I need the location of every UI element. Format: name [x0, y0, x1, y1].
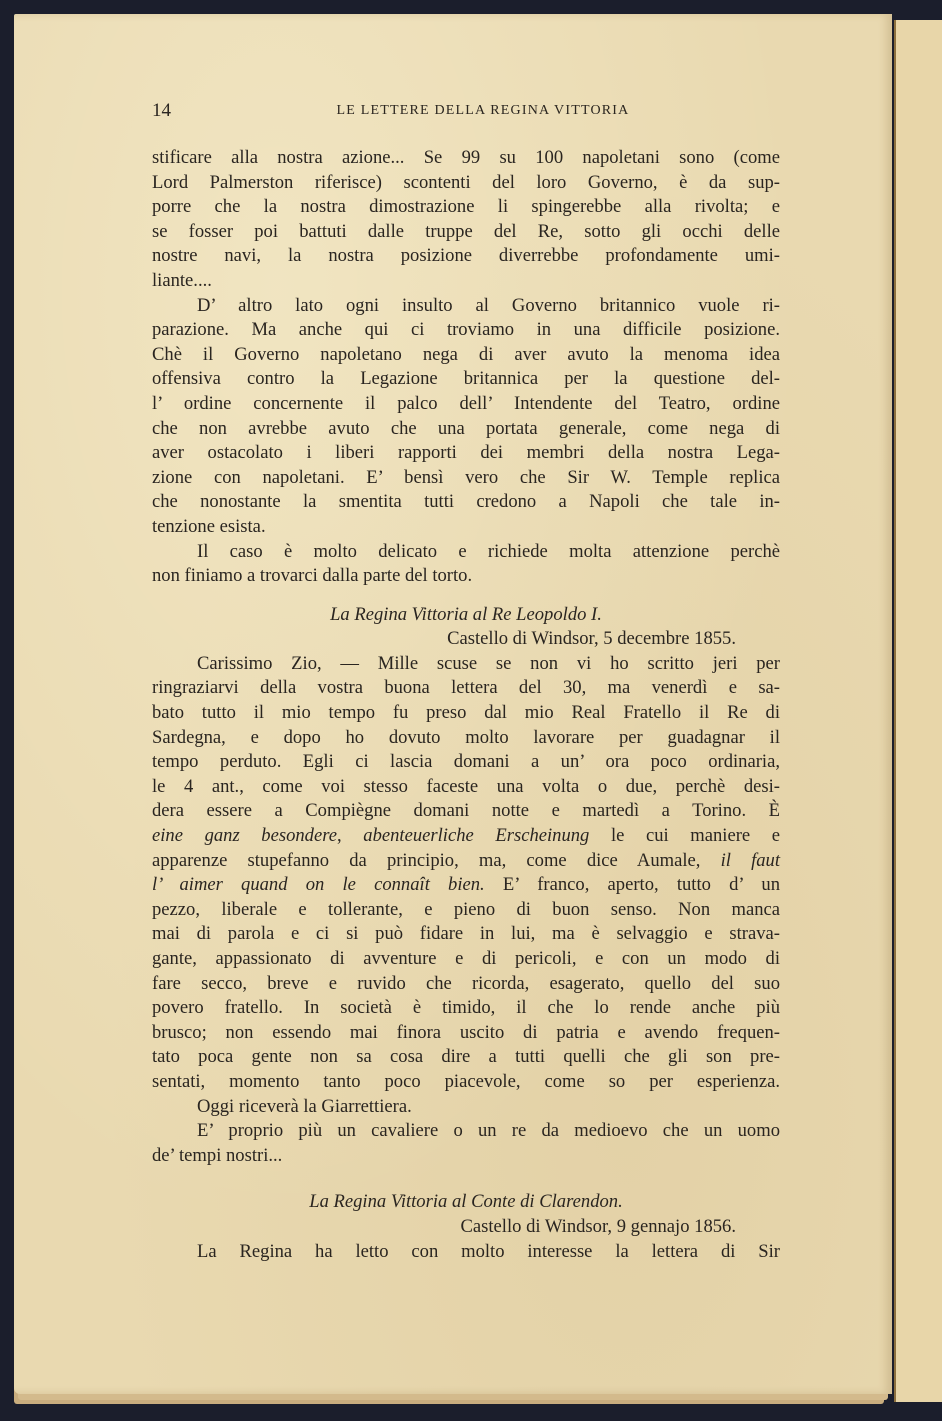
text-line: de’ tempi nostri... [152, 1144, 283, 1166]
text-fragment: , [337, 825, 364, 847]
text-line: gante, appassionato di avventure e di pericoli, e con un modo di [152, 948, 780, 969]
text-line: non finiamo a trovarci dalla parte del torto. [152, 565, 473, 587]
text-line: le 4 ant., come voi stesso faceste una volta o due, perchè desi- [152, 775, 780, 797]
text-line: porre che la nostra dimostrazione li spingerebbe alla rivolta; e [152, 196, 780, 218]
text-line: D’ altro lato ogni insulto al Governo britannico vuole ri- [197, 294, 780, 316]
text-line: tempo perduto. Egli ci lascia domani a un’ ora poco ordinaria, [152, 751, 780, 773]
italic-french: il faut [720, 849, 781, 871]
text-line: tato poca gente non sa cosa dire a tutti quelli che gli son pre- [152, 1046, 780, 1068]
letter-heading: La Regina Vittoria al Conte di Clarendon. [309, 1191, 623, 1213]
text-line: stificare alla nostra azione... Se 99 su 100 napoletani sono (come [152, 147, 780, 168]
text-line: liante.... [152, 269, 212, 291]
body-text [152, 146, 780, 1264]
text-line: l’ ordine concernente il palco dell’ Intendente del Teatro, ordine [152, 392, 780, 414]
text-fragment: apparenze stupefanno da principio, ma, come dice Aumale, [152, 849, 721, 871]
running-title: LE LETTERE DELLA REGINA VITTORIA [336, 103, 630, 118]
text-line: Carissimo Zio, — Mille scuse se non vi ho scritto jeri per [197, 652, 780, 674]
text-line: pezzo, liberale e tollerante, e pieno di buon senso. Non manca [152, 898, 780, 920]
spacer [152, 589, 780, 603]
page-number: 14 [152, 100, 171, 121]
text-line: Chè il Governo napoletano nega di aver avuto la menoma idea [152, 343, 780, 365]
text-fragment: E’ franco, aperto, tutto d’ un [484, 874, 780, 896]
italic-german: eine ganz besondere [152, 825, 338, 847]
text-line: Oggi riceverà la Giarrettiera. [197, 1095, 412, 1117]
text-line: Il caso è molto delicato e richiede molta attenzione perchè [197, 540, 780, 562]
text-line: Lord Palmerston riferisce) scontenti del loro Governo, è da sup- [152, 171, 780, 193]
text-line: nostre navi, la nostra posizione diverrebbe profondamente umi- [152, 245, 780, 267]
italic-german: abenteuerliche Erscheinung [363, 825, 590, 847]
page-header [152, 100, 782, 126]
text-line: La Regina ha letto con molto interesse la lettera di Sir [197, 1240, 780, 1262]
text-fragment: le cui maniere e [589, 825, 781, 847]
text-line: sentati, momento tanto poco piacevole, come so per esperienza. [152, 1070, 780, 1092]
text-line: offensiva contro la Legazione britannica per la questione del- [152, 368, 780, 390]
text-line: mai di parola e ci si può fidare in lui, ma è selvaggio e strava- [152, 923, 780, 945]
facing-page-edge [894, 20, 942, 1402]
text-line: che nonostante la smentita tutti credono a Napoli che tale in- [152, 491, 780, 513]
text-line: tenzione esista. [152, 515, 266, 537]
text-line: fare secco, breve e ruvido che ricorda, esagerato, quello del suo [152, 972, 780, 994]
letter-dateline: Castello di Windsor, 9 gennajo 1856. [460, 1215, 736, 1237]
text-line [152, 873, 780, 898]
text-line: aver ostacolato i liberi rapporti dei membri della nostra Lega- [152, 442, 780, 464]
text-line [152, 824, 780, 849]
text-line: parazione. Ma anche qui ci troviamo in una difficile posizione. [152, 319, 780, 341]
italic-french: l’ aimer quand on le connaît bien. [152, 874, 485, 896]
text-line: bato tutto il mio tempo fu preso dal mio Real Fratello il Re di [152, 702, 780, 724]
text-line: Sardegna, e dopo ho dovuto molto lavorare per guadagnar il [152, 726, 780, 748]
text-line: povero fratello. In società è timido, il che lo rende anche più [152, 997, 780, 1019]
text-line: brusco; non essendo mai finora uscito di patria e avendo frequen- [152, 1021, 780, 1043]
text-line: ringraziarvi della vostra buona lettera del 30, ma venerdì e sa- [152, 677, 780, 699]
letter-dateline: Castello di Windsor, 5 decembre 1855. [447, 628, 736, 650]
letter-heading: La Regina Vittoria al Re Leopoldo I. [330, 603, 602, 625]
text-line [152, 849, 780, 874]
text-line: se fosser poi battuti dalle truppe del Re, sotto gli occhi delle [152, 220, 780, 242]
text-line: che non avrebbe avuto che una portata generale, come nega di [152, 417, 780, 439]
text-line: E’ proprio più un cavaliere o un re da medioevo che un uomo [197, 1120, 780, 1142]
spacer [152, 1168, 780, 1190]
text-line: dera essere a Compiègne domani notte e martedì a Torino. È [152, 800, 780, 822]
text-line: zione con napoletani. E’ bensì vero che Sir W. Temple replica [152, 466, 780, 488]
